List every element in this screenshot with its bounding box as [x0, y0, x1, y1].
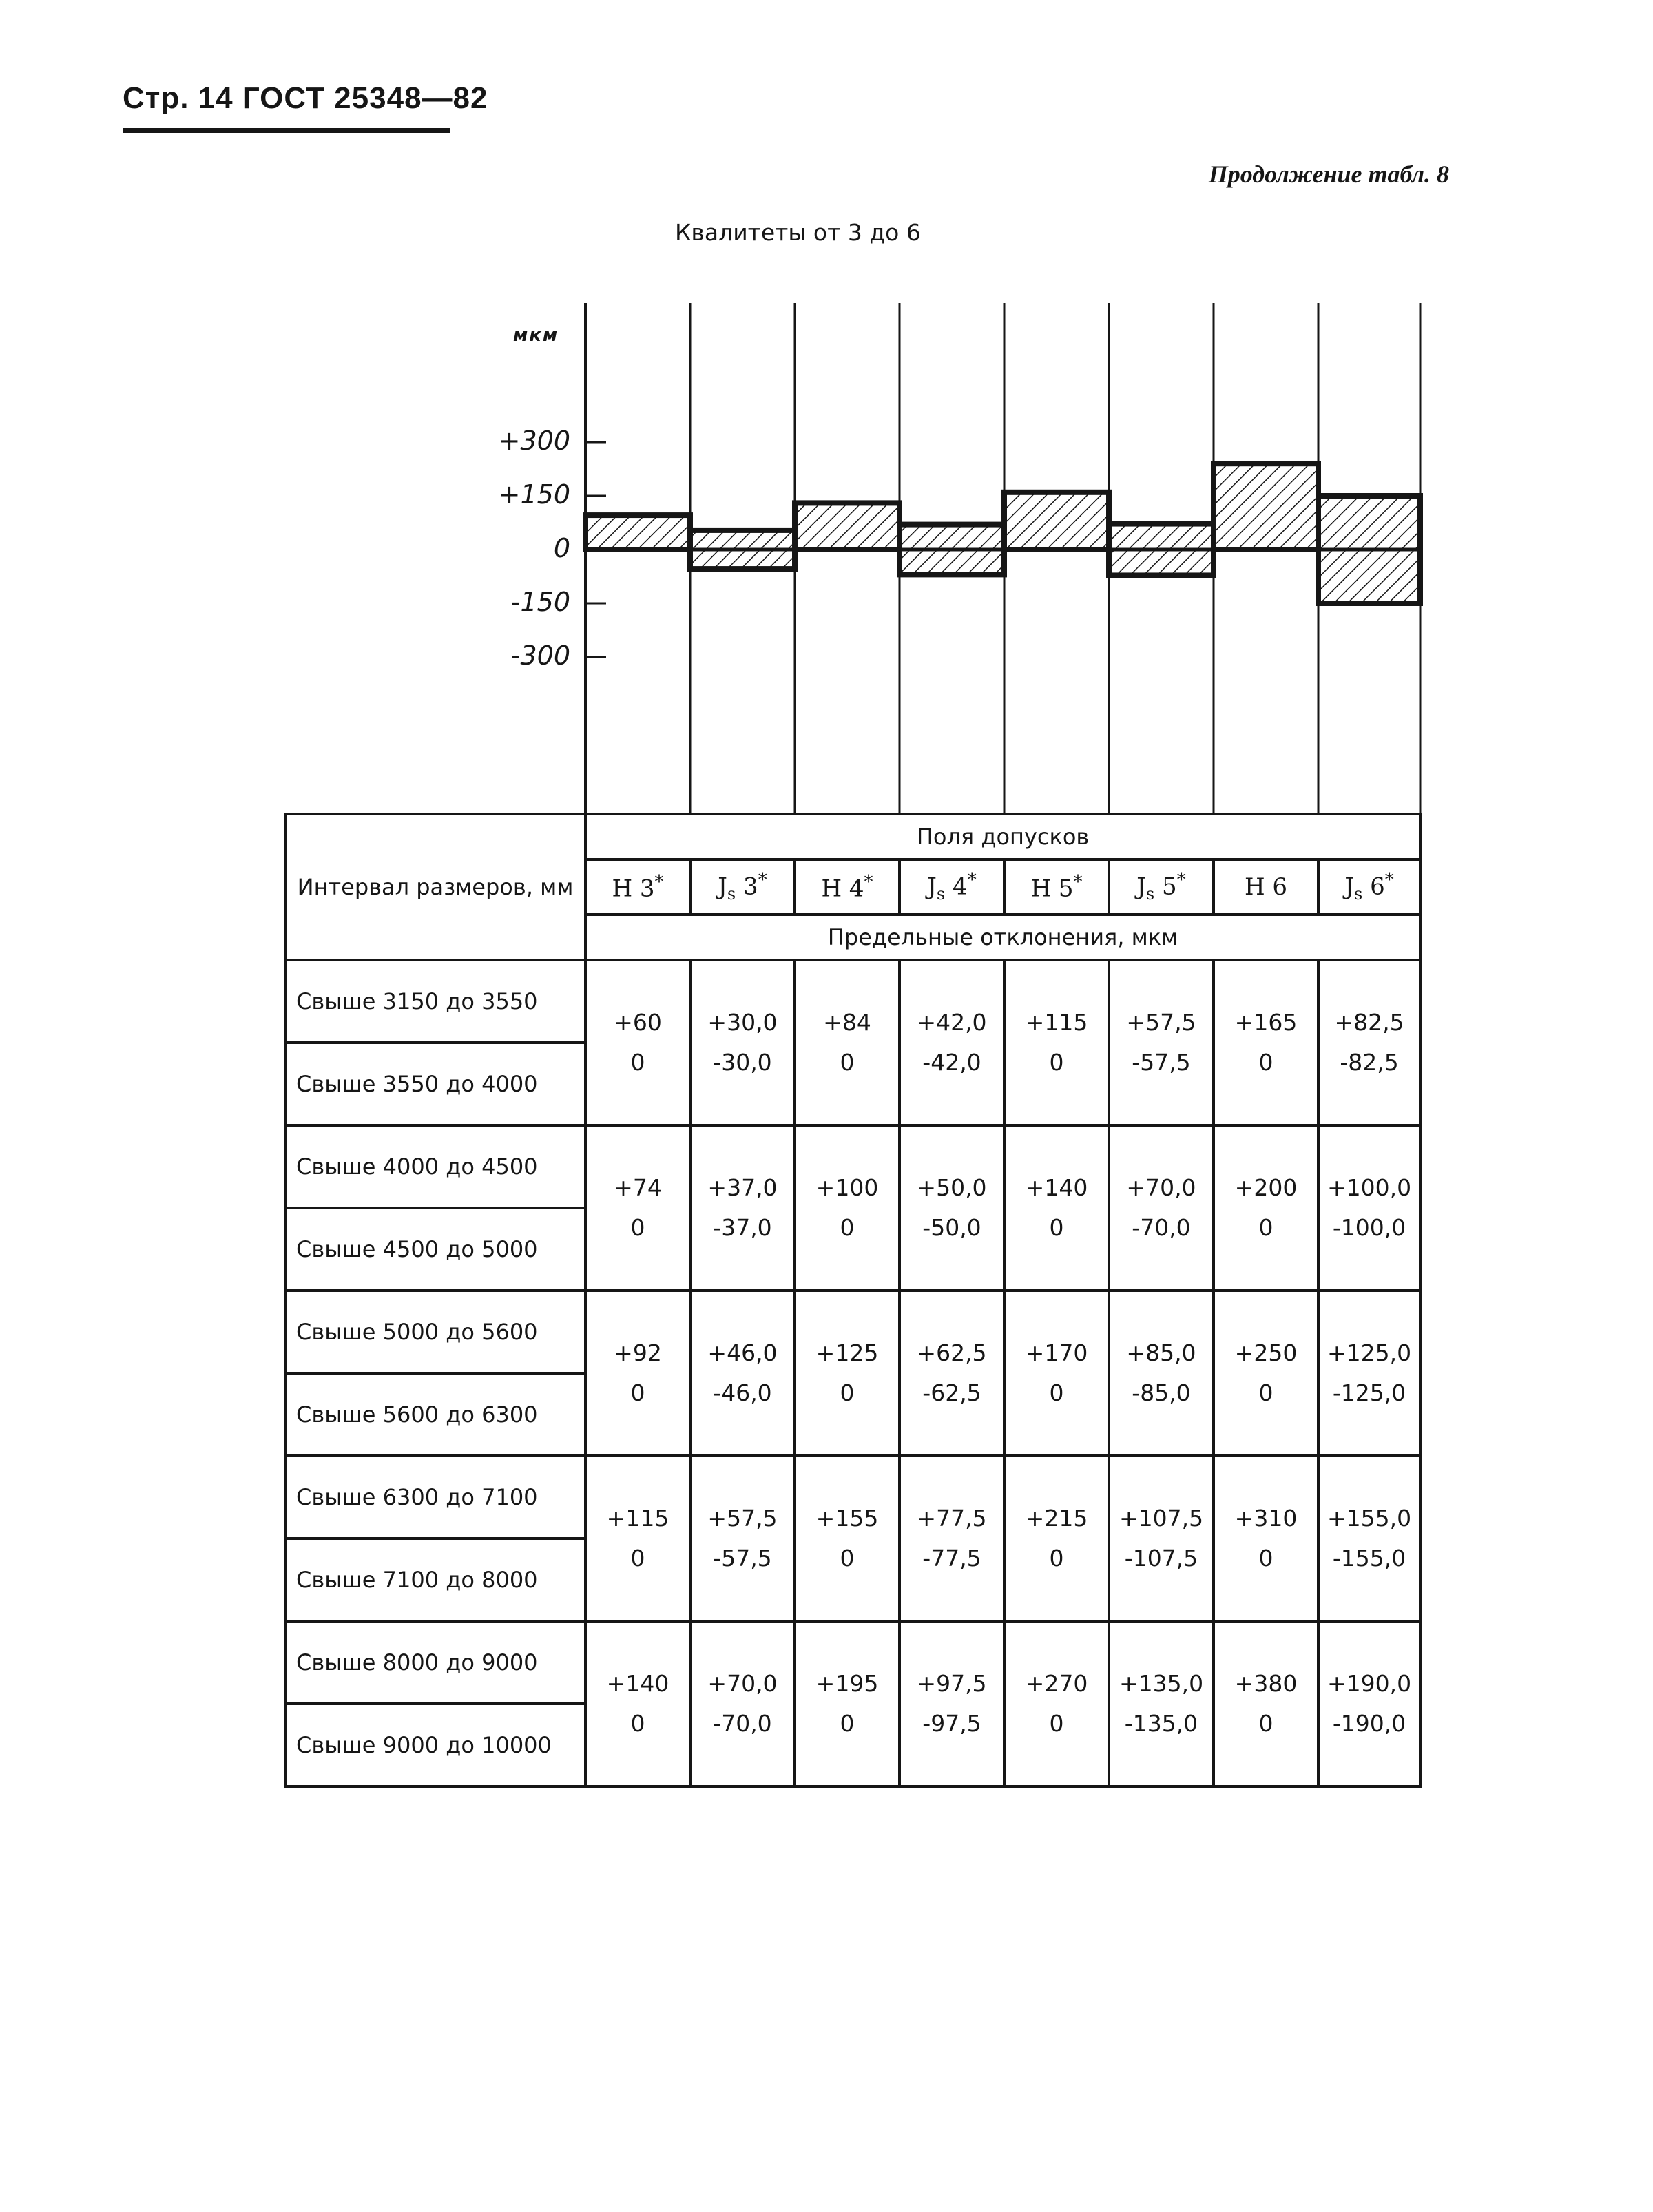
tolerance-field-diagram: [0, 0, 1653, 826]
lower-deviation: -62,5: [922, 1379, 981, 1406]
deviation-cell: [585, 960, 690, 1125]
upper-deviation: +190,0: [1327, 1670, 1412, 1697]
deviation-cell: [1109, 1291, 1214, 1456]
lower-deviation: -37,0: [713, 1214, 772, 1241]
upper-deviation: +70,0: [1126, 1174, 1196, 1201]
tolerance-bar-h6: [1214, 463, 1318, 550]
upper-deviation: +30,0: [707, 1009, 778, 1036]
deviation-cell: [1109, 1456, 1214, 1621]
lower-deviation: -50,0: [922, 1214, 981, 1241]
y-tick-label: -150: [510, 587, 570, 617]
field-code-header: $J_s$ 5*: [1109, 859, 1214, 915]
deviation-cell: [900, 960, 1004, 1125]
upper-deviation: +165: [1234, 1009, 1298, 1036]
upper-deviation: +92: [614, 1339, 662, 1366]
deviation-cell: [1214, 1291, 1318, 1456]
lower-deviation: 0: [1258, 1214, 1273, 1241]
lower-deviation: 0: [1049, 1379, 1064, 1406]
upper-deviation: +155,0: [1327, 1505, 1412, 1532]
upper-deviation: +37,0: [707, 1174, 778, 1201]
lower-deviation: 0: [1049, 1214, 1064, 1241]
upper-deviation: +85,0: [1126, 1339, 1196, 1366]
lower-deviation: -100,0: [1332, 1214, 1406, 1241]
deviation-cell: [795, 960, 900, 1125]
y-tick-label: +150: [498, 479, 570, 510]
upper-deviation: +170: [1025, 1339, 1088, 1366]
upper-deviation: +135,0: [1119, 1670, 1204, 1697]
deviation-cell: [1318, 1125, 1420, 1291]
y-tick-label: 0: [553, 533, 570, 563]
deviation-cell: [585, 1125, 690, 1291]
field-code-header: H 4*: [795, 859, 900, 915]
lower-deviation: -107,5: [1124, 1545, 1198, 1572]
upper-deviation: +97,5: [917, 1670, 987, 1697]
y-tick-label: -300: [510, 640, 570, 671]
interval-label: Свыше 3150 до 3550: [285, 960, 585, 1043]
deviation-cell: [690, 960, 795, 1125]
field-code-header: $J_s$ 4*: [900, 859, 1004, 915]
upper-deviation: +60: [614, 1009, 662, 1036]
lower-deviation: -135,0: [1124, 1710, 1198, 1737]
deviation-cell: [585, 1621, 690, 1786]
deviation-cell: [795, 1456, 900, 1621]
tolerance-table: [284, 813, 1422, 1788]
upper-deviation: +107,5: [1119, 1505, 1204, 1532]
deviation-cell: [1214, 1125, 1318, 1291]
deviation-cell: [1318, 1291, 1420, 1456]
lower-deviation: 0: [630, 1545, 645, 1572]
deviation-cell: [1004, 1125, 1109, 1291]
tolerance-bar-h4: [795, 503, 900, 550]
lower-deviation: -70,0: [713, 1710, 772, 1737]
deviation-cell: [690, 1125, 795, 1291]
lower-deviation: 0: [1258, 1049, 1273, 1076]
deviation-cell: [900, 1621, 1004, 1786]
deviation-cell: [1214, 1621, 1318, 1786]
lower-deviation: 0: [840, 1545, 855, 1572]
table-continuation-note: Продолжение табл. 8: [1208, 160, 1449, 188]
upper-deviation: +74: [614, 1174, 662, 1201]
upper-deviation: +100,0: [1327, 1174, 1412, 1201]
lower-deviation: -77,5: [922, 1545, 981, 1572]
interval-label: Свыше 4000 до 4500: [285, 1125, 585, 1208]
upper-deviation: +84: [823, 1009, 871, 1036]
lower-deviation: -155,0: [1332, 1545, 1406, 1572]
page-header: Стр. 14 ГОСТ 25348—82: [123, 81, 488, 115]
upper-deviation: +155: [815, 1505, 879, 1532]
tolerance-bar-h5: [1004, 492, 1109, 550]
upper-deviation: +215: [1025, 1505, 1088, 1532]
lower-deviation: 0: [840, 1379, 855, 1406]
lower-deviation: 0: [1258, 1379, 1273, 1406]
lower-deviation: 0: [1258, 1710, 1273, 1737]
lower-deviation: 0: [1258, 1545, 1273, 1572]
lower-deviation: 0: [840, 1710, 855, 1737]
deviation-cell: [1004, 960, 1109, 1125]
upper-deviation: +270: [1025, 1670, 1088, 1697]
lower-deviation: -70,0: [1132, 1214, 1191, 1241]
upper-deviation: +57,5: [1126, 1009, 1196, 1036]
deviation-cell: [900, 1291, 1004, 1456]
interval-label: Свыше 5000 до 5600: [285, 1291, 585, 1373]
upper-deviation: +195: [815, 1670, 879, 1697]
lower-deviation: -82,5: [1340, 1049, 1399, 1076]
lower-deviation: 0: [840, 1049, 855, 1076]
deviation-cell: [1004, 1291, 1109, 1456]
fields-header: Поля допусков: [585, 814, 1420, 859]
interval-label: Свыше 8000 до 9000: [285, 1621, 585, 1704]
interval-header: Интервал размеров, мм: [285, 814, 585, 960]
deviation-cell: [690, 1621, 795, 1786]
lower-deviation: -190,0: [1332, 1710, 1406, 1737]
deviation-cell: [690, 1456, 795, 1621]
upper-deviation: +250: [1234, 1339, 1298, 1366]
lower-deviation: -57,5: [1132, 1049, 1191, 1076]
field-code-header: $J_s$ 6*: [1318, 859, 1420, 915]
lower-deviation: 0: [1049, 1545, 1064, 1572]
upper-deviation: +200: [1234, 1174, 1298, 1201]
upper-deviation: +125: [815, 1339, 879, 1366]
field-code-header: H 6: [1214, 859, 1318, 915]
deviation-cell: [1109, 1125, 1214, 1291]
deviation-cell: [1004, 1456, 1109, 1621]
upper-deviation: +50,0: [917, 1174, 987, 1201]
y-axis-unit: мкм: [513, 325, 559, 346]
upper-deviation: +46,0: [707, 1339, 778, 1366]
deviation-cell: [1004, 1621, 1109, 1786]
tolerance-bar-h3: [585, 515, 690, 550]
column-lines: [690, 303, 1420, 813]
field-code-header: $J_s$ 3*: [690, 859, 795, 915]
lower-deviation: -85,0: [1132, 1379, 1191, 1406]
deviations-header: Предельные отклонения, мкм: [585, 915, 1420, 960]
deviation-cell: [900, 1456, 1004, 1621]
deviation-cell: [795, 1291, 900, 1456]
tolerance-bars: [585, 463, 1420, 603]
field-code-header: H 3*: [585, 859, 690, 915]
upper-deviation: +140: [606, 1670, 669, 1697]
field-code-header: H 5*: [1004, 859, 1109, 915]
deviation-cell: [1318, 1621, 1420, 1786]
deviation-cell: [1214, 960, 1318, 1125]
lower-deviation: 0: [630, 1379, 645, 1406]
interval-label: Свыше 4500 до 5000: [285, 1208, 585, 1291]
upper-deviation: +57,5: [707, 1505, 778, 1532]
deviation-cell: [1318, 960, 1420, 1125]
deviation-cell: [1109, 960, 1214, 1125]
deviation-cell: [1318, 1456, 1420, 1621]
interval-label: Свыше 6300 до 7100: [285, 1456, 585, 1538]
lower-deviation: -42,0: [922, 1049, 981, 1076]
deviation-cell: [1214, 1456, 1318, 1621]
deviation-cell: [795, 1621, 900, 1786]
upper-deviation: +115: [1025, 1009, 1088, 1036]
y-tick-label: +300: [498, 426, 570, 456]
lower-deviation: -46,0: [713, 1379, 772, 1406]
lower-deviation: 0: [630, 1710, 645, 1737]
upper-deviation: +42,0: [917, 1009, 987, 1036]
upper-deviation: +310: [1234, 1505, 1298, 1532]
lower-deviation: 0: [1049, 1049, 1064, 1076]
upper-deviation: +115: [606, 1505, 669, 1532]
upper-deviation: +70,0: [707, 1670, 778, 1697]
deviation-cell: [585, 1456, 690, 1621]
lower-deviation: 0: [1049, 1710, 1064, 1737]
lower-deviation: -125,0: [1332, 1379, 1406, 1406]
interval-label: Свыше 5600 до 6300: [285, 1373, 585, 1456]
lower-deviation: -30,0: [713, 1049, 772, 1076]
lower-deviation: 0: [630, 1214, 645, 1241]
deviation-cell: [900, 1125, 1004, 1291]
upper-deviation: +125,0: [1327, 1339, 1412, 1366]
lower-deviation: 0: [840, 1214, 855, 1241]
interval-label: Свыше 7100 до 8000: [285, 1538, 585, 1621]
upper-deviation: +62,5: [917, 1339, 987, 1366]
deviation-cell: [585, 1291, 690, 1456]
deviation-cell: [795, 1125, 900, 1291]
lower-deviation: 0: [630, 1049, 645, 1076]
interval-label: Свыше 3550 до 4000: [285, 1043, 585, 1125]
upper-deviation: +140: [1025, 1174, 1088, 1201]
upper-deviation: +380: [1234, 1670, 1298, 1697]
upper-deviation: +77,5: [917, 1505, 987, 1532]
deviation-cell: [690, 1291, 795, 1456]
upper-deviation: +100: [815, 1174, 879, 1201]
chart-title: Квалитеты от 3 до 6: [675, 219, 921, 246]
deviation-cell: [1109, 1621, 1214, 1786]
upper-deviation: +82,5: [1334, 1009, 1404, 1036]
lower-deviation: -57,5: [713, 1545, 772, 1572]
lower-deviation: -97,5: [922, 1710, 981, 1737]
interval-label: Свыше 9000 до 10000: [285, 1704, 585, 1786]
